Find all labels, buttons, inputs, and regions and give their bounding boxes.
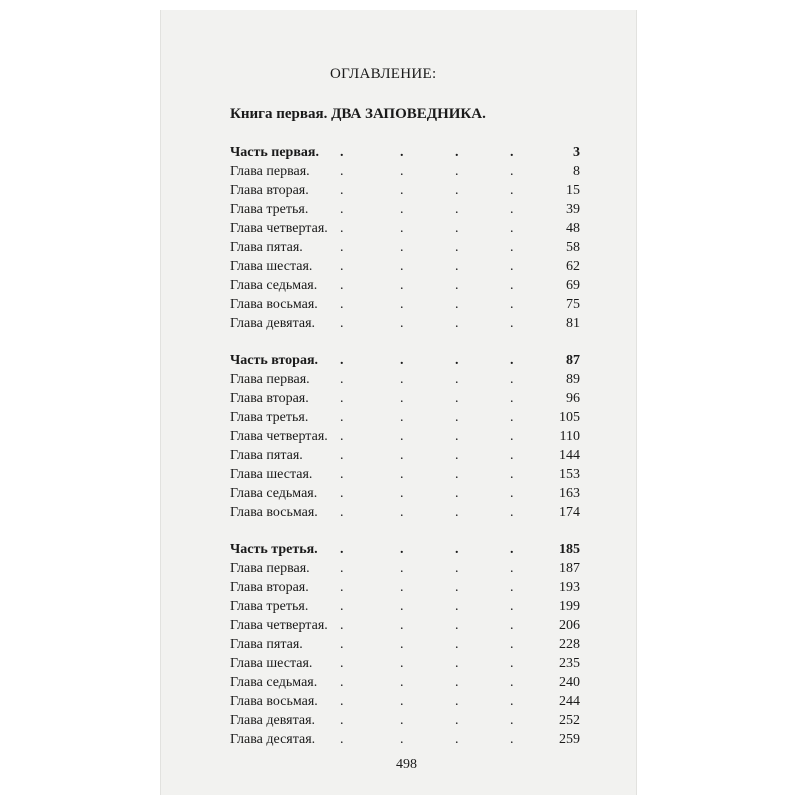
leader-dot: . [340, 410, 344, 425]
leader-dot: . [400, 694, 404, 709]
leader-dot: . [510, 410, 514, 425]
leader-dot: . [510, 145, 514, 160]
toc-chapter-row [230, 712, 580, 730]
leader-dot: . [455, 732, 459, 747]
toc-chapter-row [230, 636, 580, 654]
page-number: 498 [396, 757, 417, 772]
leader-dot: . [455, 637, 459, 652]
toc-entry-label: Глава третья. [230, 410, 309, 425]
leader-dot: . [455, 297, 459, 312]
toc-entry-page: 81 [566, 316, 580, 331]
toc-chapter-row [230, 485, 580, 503]
leader-dot: . [400, 316, 404, 331]
leader-dot: . [340, 732, 344, 747]
leader-dot: . [340, 297, 344, 312]
toc-chapter-row [230, 560, 580, 578]
leader-dot: . [340, 542, 344, 557]
leader-dot: . [400, 297, 404, 312]
leader-dot: . [400, 240, 404, 255]
toc-entry-label: Глава шестая. [230, 656, 313, 671]
leader-dot: . [455, 372, 459, 387]
leader-dot: . [455, 316, 459, 331]
leader-dot: . [400, 561, 404, 576]
toc-entry-page: 185 [559, 542, 580, 557]
toc-entry-page: 58 [566, 240, 580, 255]
toc-entry-label: Глава восьмая. [230, 505, 318, 520]
leader-dot: . [340, 561, 344, 576]
leader-dot: . [455, 278, 459, 293]
leader-dot: . [400, 505, 404, 520]
leader-dot: . [455, 183, 459, 198]
leader-dot: . [340, 316, 344, 331]
toc-entry-page: 240 [559, 675, 580, 690]
toc-entry-label: Глава первая. [230, 372, 310, 387]
leader-dot: . [510, 637, 514, 652]
toc-entry-label: Глава пятая. [230, 240, 303, 255]
leader-dot: . [455, 505, 459, 520]
leader-dot: . [400, 353, 404, 368]
leader-dot: . [400, 278, 404, 293]
leader-dot: . [455, 486, 459, 501]
toc-entry-page: 3 [573, 145, 580, 160]
leader-dot: . [510, 316, 514, 331]
leader-dot: . [400, 183, 404, 198]
leader-dot: . [400, 391, 404, 406]
leader-dot: . [455, 429, 459, 444]
leader-dot: . [340, 278, 344, 293]
leader-dot: . [340, 694, 344, 709]
leader-dot: . [510, 542, 514, 557]
toc-entry-label: Глава шестая. [230, 259, 313, 274]
toc-entry-page: 153 [559, 467, 580, 482]
leader-dot: . [510, 675, 514, 690]
leader-dot: . [340, 580, 344, 595]
leader-dot: . [340, 259, 344, 274]
toc-chapter-row [230, 674, 580, 692]
toc-chapter-row [230, 390, 580, 408]
leader-dot: . [455, 656, 459, 671]
toc-entry-page: 244 [559, 694, 580, 709]
toc-entry-label: Глава шестая. [230, 467, 313, 482]
leader-dot: . [510, 221, 514, 236]
leader-dot: . [510, 372, 514, 387]
toc-chapter-row [230, 617, 580, 635]
toc-entry-label: Глава четвертая. [230, 429, 328, 444]
leader-dot: . [510, 183, 514, 198]
toc-part-row [230, 541, 580, 559]
leader-dot: . [510, 561, 514, 576]
leader-dot: . [340, 353, 344, 368]
leader-dot: . [400, 675, 404, 690]
toc-entry-label: Глава пятая. [230, 448, 303, 463]
leader-dot: . [340, 486, 344, 501]
leader-dot: . [455, 202, 459, 217]
toc-entry-label: Глава восьмая. [230, 694, 318, 709]
toc-entry-label: Глава седьмая. [230, 675, 318, 690]
toc-entry-page: 110 [559, 429, 580, 444]
leader-dot: . [340, 202, 344, 217]
toc-entry-page: 87 [566, 353, 580, 368]
leader-dot: . [510, 467, 514, 482]
toc-entry-label: Глава четвертая. [230, 618, 328, 633]
toc-entry-label: Глава десятая. [230, 732, 316, 747]
toc-entry-page: 105 [559, 410, 580, 425]
toc-entry-page: 69 [566, 278, 580, 293]
toc-entry-page: 199 [559, 599, 580, 614]
leader-dot: . [400, 372, 404, 387]
toc-entry-page: 75 [566, 297, 580, 312]
leader-dot: . [400, 732, 404, 747]
toc-chapter-row [230, 163, 580, 181]
toc-chapter-row [230, 579, 580, 597]
leader-dot: . [340, 713, 344, 728]
leader-dot: . [455, 391, 459, 406]
leader-dot: . [400, 486, 404, 501]
leader-dot: . [510, 505, 514, 520]
toc-chapter-row [230, 731, 580, 749]
leader-dot: . [455, 694, 459, 709]
toc-entry-page: 15 [566, 183, 580, 198]
leader-dot: . [340, 372, 344, 387]
leader-dot: . [510, 448, 514, 463]
leader-dot: . [455, 675, 459, 690]
leader-dot: . [455, 240, 459, 255]
toc-entry-label: Глава первая. [230, 561, 310, 576]
leader-dot: . [455, 221, 459, 236]
leader-dot: . [340, 505, 344, 520]
toc-entry-label: Глава третья. [230, 202, 309, 217]
toc-entry-label: Глава девятая. [230, 713, 316, 728]
leader-dot: . [340, 221, 344, 236]
toc-entry-label: Часть третья. [230, 542, 318, 557]
toc-entry-label: Глава вторая. [230, 183, 309, 198]
leader-dot: . [400, 637, 404, 652]
leader-dot: . [340, 599, 344, 614]
leader-dot: . [510, 429, 514, 444]
toc-chapter-row [230, 220, 580, 238]
leader-dot: . [455, 467, 459, 482]
leader-dot: . [340, 467, 344, 482]
book-title: Книга первая. ДВА ЗАПОВЕДНИКА. [230, 106, 486, 122]
toc-entry-page: 96 [566, 391, 580, 406]
leader-dot: . [400, 429, 404, 444]
leader-dot: . [400, 656, 404, 671]
toc-entry-label: Глава седьмая. [230, 486, 318, 501]
toc-entry-page: 89 [566, 372, 580, 387]
leader-dot: . [340, 675, 344, 690]
leader-dot: . [340, 448, 344, 463]
toc-chapter-row [230, 371, 580, 389]
leader-dot: . [455, 713, 459, 728]
toc-chapter-row [230, 201, 580, 219]
toc-entry-page: 228 [559, 637, 580, 652]
toc-entry-page: 252 [559, 713, 580, 728]
leader-dot: . [510, 732, 514, 747]
toc-entry-page: 62 [566, 259, 580, 274]
toc-chapter-row [230, 655, 580, 673]
leader-dot: . [455, 353, 459, 368]
toc-chapter-row [230, 447, 580, 465]
toc-heading: ОГЛАВЛЕНИЕ: [330, 66, 437, 82]
leader-dot: . [455, 580, 459, 595]
toc-chapter-row [230, 598, 580, 616]
toc-entry-page: 144 [559, 448, 580, 463]
toc-chapter-row [230, 315, 580, 333]
leader-dot: . [340, 656, 344, 671]
toc-chapter-row [230, 428, 580, 446]
leader-dot: . [510, 202, 514, 217]
toc-entry-label: Глава четвертая. [230, 221, 328, 236]
toc-entry-page: 48 [566, 221, 580, 236]
toc-entry-label: Глава первая. [230, 164, 310, 179]
leader-dot: . [400, 467, 404, 482]
leader-dot: . [510, 713, 514, 728]
leader-dot: . [510, 656, 514, 671]
leader-dot: . [510, 694, 514, 709]
toc-entry-label: Часть вторая. [230, 353, 319, 368]
toc-chapter-row [230, 504, 580, 522]
leader-dot: . [340, 145, 344, 160]
leader-dot: . [510, 599, 514, 614]
toc-chapter-row [230, 693, 580, 711]
leader-dot: . [400, 221, 404, 236]
leader-dot: . [340, 164, 344, 179]
toc-entry-label: Глава девятая. [230, 316, 316, 331]
toc-chapter-row [230, 239, 580, 257]
leader-dot: . [400, 542, 404, 557]
leader-dot: . [455, 164, 459, 179]
leader-dot: . [400, 145, 404, 160]
toc-entry-label: Глава пятая. [230, 637, 303, 652]
leader-dot: . [510, 486, 514, 501]
leader-dot: . [455, 448, 459, 463]
leader-dot: . [400, 410, 404, 425]
leader-dot: . [400, 580, 404, 595]
leader-dot: . [510, 278, 514, 293]
toc-entry-label: Глава вторая. [230, 580, 309, 595]
leader-dot: . [510, 391, 514, 406]
toc-entry-page: 8 [573, 164, 580, 179]
leader-dot: . [510, 164, 514, 179]
leader-dot: . [510, 580, 514, 595]
leader-dot: . [510, 259, 514, 274]
toc-entry-page: 193 [559, 580, 580, 595]
leader-dot: . [400, 259, 404, 274]
toc-chapter-row [230, 296, 580, 314]
leader-dot: . [400, 202, 404, 217]
toc-chapter-row [230, 466, 580, 484]
leader-dot: . [340, 637, 344, 652]
leader-dot: . [510, 618, 514, 633]
leader-dot: . [455, 618, 459, 633]
leader-dot: . [455, 259, 459, 274]
toc-chapter-row [230, 277, 580, 295]
leader-dot: . [400, 164, 404, 179]
toc-entry-page: 163 [559, 486, 580, 501]
toc-entry-page: 39 [566, 202, 580, 217]
toc-part-row [230, 144, 580, 162]
toc-entry-page: 174 [559, 505, 580, 520]
leader-dot: . [340, 429, 344, 444]
toc-entry-label: Глава третья. [230, 599, 309, 614]
toc-chapter-row [230, 409, 580, 427]
leader-dot: . [400, 599, 404, 614]
toc-entry-label: Часть первая. [230, 145, 319, 160]
toc-entry-page: 187 [559, 561, 580, 576]
leader-dot: . [340, 391, 344, 406]
leader-dot: . [510, 297, 514, 312]
leader-dot: . [455, 542, 459, 557]
leader-dot: . [455, 561, 459, 576]
leader-dot: . [340, 240, 344, 255]
leader-dot: . [510, 353, 514, 368]
leader-dot: . [400, 448, 404, 463]
leader-dot: . [400, 713, 404, 728]
leader-dot: . [455, 145, 459, 160]
toc-chapter-row [230, 182, 580, 200]
leader-dot: . [340, 183, 344, 198]
toc-entry-page: 206 [559, 618, 580, 633]
toc-entry-page: 259 [559, 732, 580, 747]
toc-chapter-row [230, 258, 580, 276]
leader-dot: . [455, 599, 459, 614]
toc-entry-page: 235 [559, 656, 580, 671]
leader-dot: . [455, 410, 459, 425]
leader-dot: . [400, 618, 404, 633]
toc-part-row [230, 352, 580, 370]
leader-dot: . [340, 618, 344, 633]
toc-entry-label: Глава вторая. [230, 391, 309, 406]
leader-dot: . [510, 240, 514, 255]
toc-entry-label: Глава восьмая. [230, 297, 318, 312]
toc-entry-label: Глава седьмая. [230, 278, 318, 293]
